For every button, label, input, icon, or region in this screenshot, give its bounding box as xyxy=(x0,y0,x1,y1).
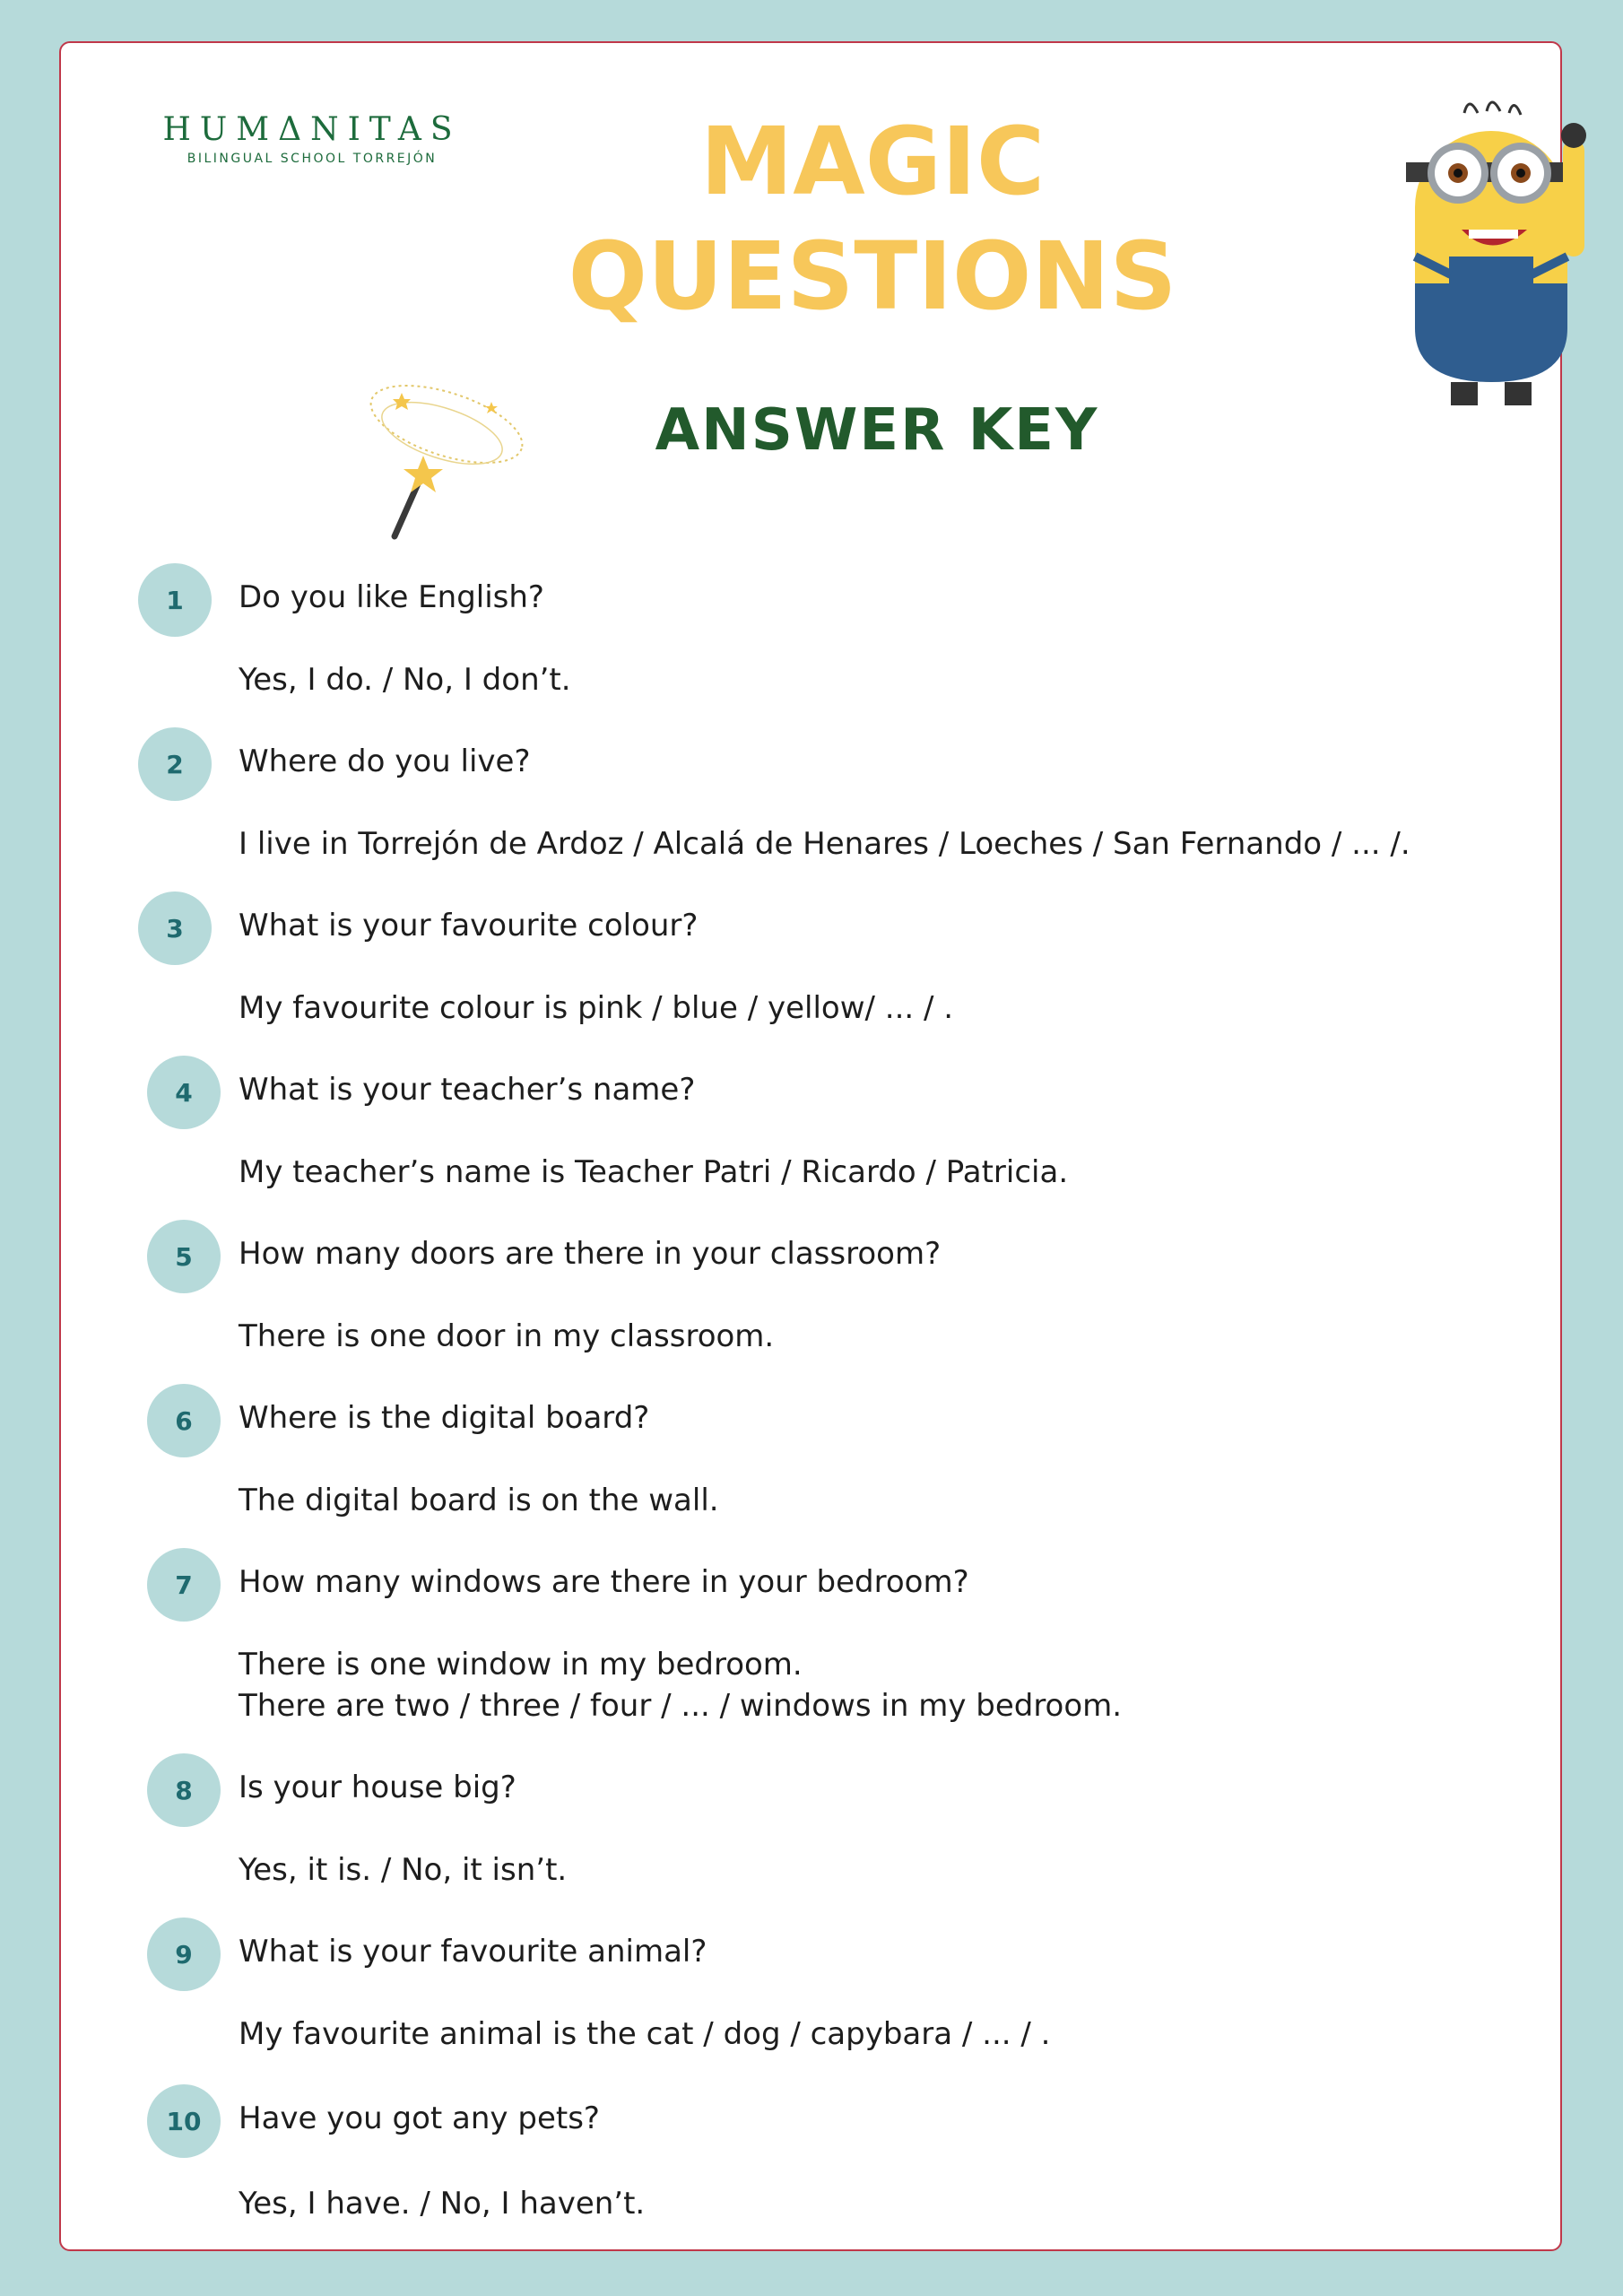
question-number-badge: 3 xyxy=(138,891,212,965)
answer-text: My teacher’s name is Teacher Patri / Ricardo / Patricia. xyxy=(239,1154,1069,1190)
question-number-badge: 8 xyxy=(147,1753,221,1827)
question-text: How many doors are there in your classroom? xyxy=(239,1236,942,1272)
question-text: What is your teacher’s name? xyxy=(239,1072,696,1108)
answer-text: There is one window in my bedroom. xyxy=(239,1647,803,1683)
title-line-2: QUESTIONS xyxy=(568,222,1177,331)
question-text: What is your favourite colour? xyxy=(239,908,699,944)
answer-text: The digital board is on the wall. xyxy=(239,1483,719,1518)
question-text: Have you got any pets? xyxy=(239,2100,600,2136)
answer-text: Yes, I have. / No, I haven’t. xyxy=(239,2186,646,2222)
answer-key-heading: ANSWER KEY xyxy=(655,397,1099,464)
question-number-badge: 7 xyxy=(147,1548,221,1622)
question-number-badge: 6 xyxy=(147,1384,221,1457)
logo-subtitle: BILINGUAL SCHOOL TORREJÓN xyxy=(187,152,438,166)
question-text: Do you like English? xyxy=(239,579,544,615)
logo-name: HUMΔNITAS xyxy=(162,111,462,148)
title-line-1: MAGIC xyxy=(699,107,1046,216)
question-text: Is your house big? xyxy=(239,1770,516,1805)
question-text: Where do you live? xyxy=(239,744,531,779)
answer-text: There is one door in my classroom. xyxy=(239,1318,775,1354)
worksheet xyxy=(59,41,1562,2251)
question-text: How many windows are there in your bedroom? xyxy=(239,1564,969,1600)
questions-list xyxy=(61,43,1564,2253)
question-number-badge: 1 xyxy=(138,563,212,637)
answer-text: I live in Torrejón de Ardoz / Alcalá de Henares / Loeches / San Fernando / ... /. xyxy=(239,826,1410,862)
answer-text-line-2: There are two / three / four / ... / windows in my bedroom. xyxy=(239,1688,1123,1724)
question-number-badge: 10 xyxy=(147,2084,221,2158)
question-number-badge: 4 xyxy=(147,1056,221,1129)
answer-text: Yes, I do. / No, I don’t. xyxy=(239,662,571,698)
question-text: What is your favourite animal? xyxy=(239,1934,707,1970)
question-number-badge: 9 xyxy=(147,1918,221,1991)
answer-text: Yes, it is. / No, it isn’t. xyxy=(239,1852,568,1888)
question-number-badge: 2 xyxy=(138,727,212,801)
answer-text: My favourite animal is the cat / dog / capybara / ... / . xyxy=(239,2016,1051,2052)
question-number-badge: 5 xyxy=(147,1220,221,1293)
question-text: Where is the digital board? xyxy=(239,1400,650,1436)
answer-text: My favourite colour is pink / blue / yellow/ ... / . xyxy=(239,990,954,1026)
